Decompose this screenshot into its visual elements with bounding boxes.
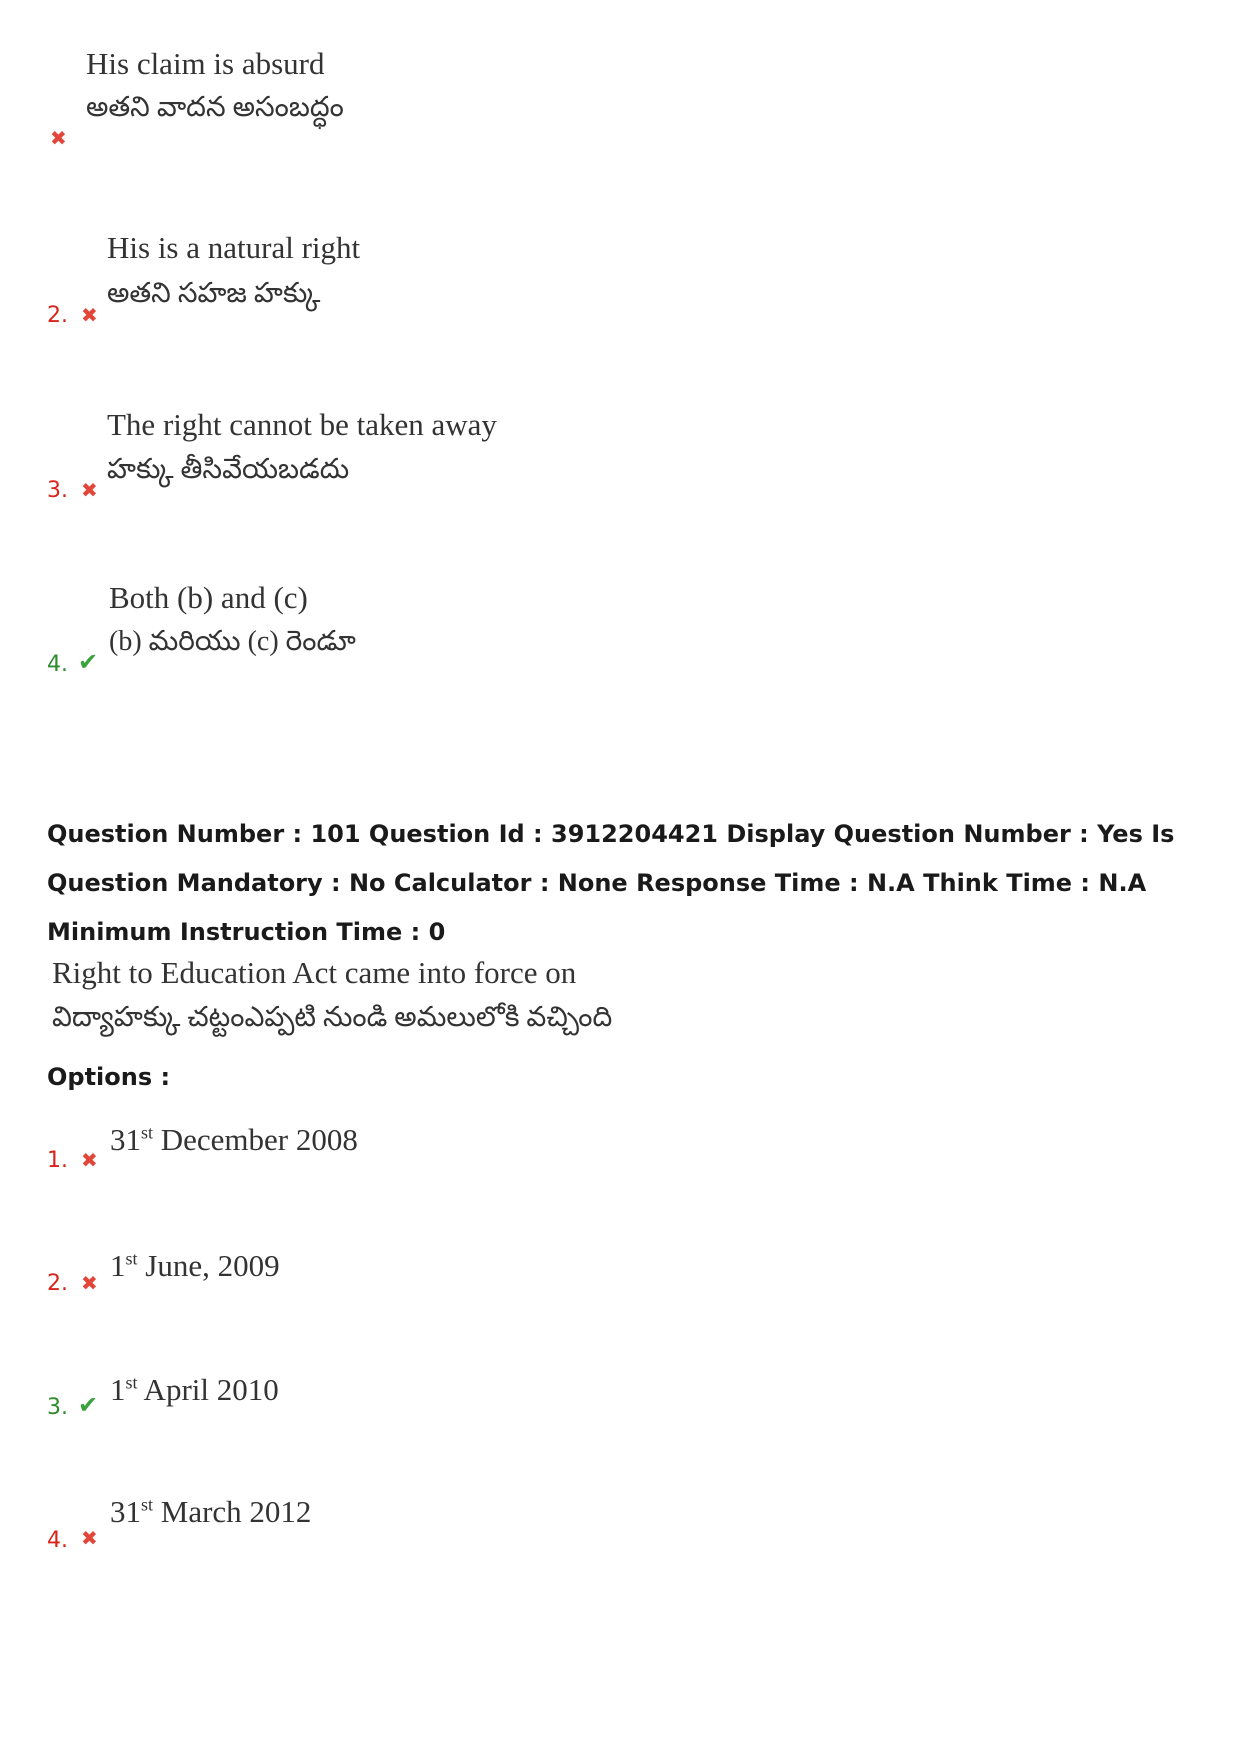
cross-icon: ✖ [50, 126, 67, 150]
cross-icon: ✖ [81, 1148, 98, 1172]
option-2-text [110, 1248, 280, 1284]
prev-option-4-en: Both (b) and (c) [109, 580, 308, 615]
option-2-day: 1 [110, 1248, 126, 1283]
cross-icon: ✖ [81, 1271, 98, 1295]
option-4-rest: March 2012 [153, 1494, 312, 1529]
prev-option-4-number: 4. [47, 652, 68, 677]
option-3-text [110, 1372, 279, 1408]
option-1-number: 1. [47, 1148, 68, 1173]
prev-option-4-te: (b) మరియు (c) రెండూ [109, 626, 356, 657]
question-text-en: Right to Education Act came into force on [52, 955, 577, 990]
option-3-rest: April 2010 [137, 1372, 279, 1407]
prev-option-2-te: అతని సహజ హక్కు [107, 278, 321, 309]
option-2-number: 2. [47, 1271, 68, 1296]
option-3-number: 3. [47, 1395, 68, 1420]
option-4-text [110, 1494, 311, 1530]
check-icon: ✔ [78, 1391, 99, 1419]
prev-option-3-te: హక్కు తీసివేయబడదు [107, 454, 350, 485]
prev-option-2-number: 2. [47, 303, 68, 328]
cross-icon: ✖ [81, 478, 98, 502]
prev-option-1-te: అతని వాదన అసంబద్ధం [86, 92, 344, 123]
option-1-rest: December 2008 [153, 1122, 358, 1157]
option-3-suffix: st [125, 1372, 138, 1393]
prev-option-3-en: The right cannot be taken away [107, 407, 497, 442]
prev-option-3-number: 3. [47, 478, 68, 503]
cross-icon: ✖ [81, 303, 98, 327]
cross-icon: ✖ [81, 1526, 98, 1550]
option-4-number: 4. [47, 1528, 68, 1553]
option-4-suffix: st [141, 1494, 154, 1515]
question-meta: Question Number : 101 Question Id : 3912204421 Display Question Number : Yes Is Question Mandatory : No Calculator : None Response Time : N.A Think Time : N.A Minimum Instruction Time : 0 [47, 820, 1175, 946]
option-1-suffix: st [141, 1122, 154, 1143]
option-2-suffix: st [125, 1248, 138, 1269]
question-text-te: విద్యాహక్కు చట్టంఎప్పటి నుండి అమలులోకి వచ్చింది [52, 1002, 613, 1033]
option-1-day: 31 [110, 1122, 141, 1157]
prev-option-2-en: His is a natural right [107, 230, 361, 265]
prev-option-1-en: His claim is absurd [86, 46, 325, 81]
option-4-day: 31 [110, 1494, 141, 1529]
option-2-rest: June, 2009 [137, 1248, 280, 1283]
option-1-text [110, 1122, 358, 1158]
check-icon: ✔ [78, 648, 99, 676]
option-3-day: 1 [110, 1372, 126, 1407]
options-label: Options : [47, 1063, 171, 1091]
